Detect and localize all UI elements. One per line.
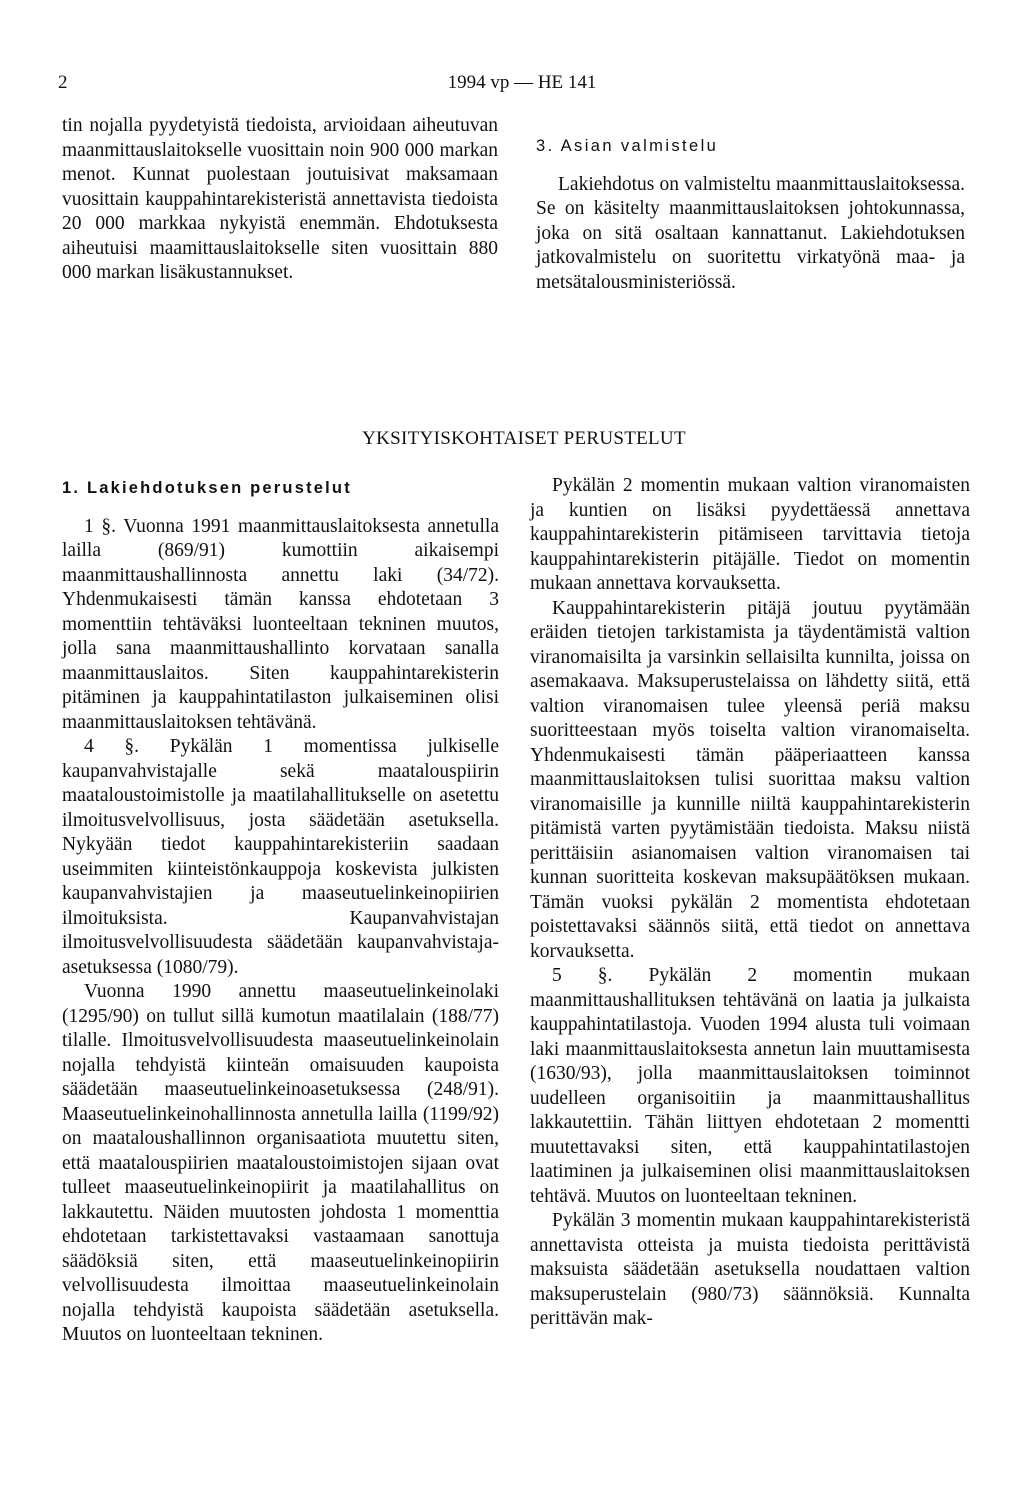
top-left-column bbox=[62, 114, 498, 286]
section-heading-preparation: 3. Asian valmistelu bbox=[536, 137, 719, 155]
continuation-paragraph: tin nojalla pyydetyistä tiedoista, arvioidaan aiheutuvan maanmittauslaitokselle vuosittain noin 900 000 markan menot. Kunnat puolestaan joutuisivat maksamaan vuosittain kauppahintarekisteristä annettavista tiedoista 20 000 markkaa nykyistä enemmän. Ehdotuksesta aiheutuisi maamittauslaitokselle siten vuosittain 880 000 markan lisäkustannukset. bbox=[62, 115, 498, 283]
paragraph: 1 §. Vuonna 1991 maanmittauslaitoksesta annetulla lailla (869/91) kumottiin aikaisempi maanmittaushallinnosta annettu laki (34/72). Yhdenmukaisesti tämän kanssa ehdotetaan 3 momenttiin tehtäväksi luonteeltaan tekninen muutos, jolla sana maanmittaushallinto korvataan sanalla maanmittauslaitos. Siten kauppahintarekisterin pitäminen ja kauppahintatilaston julkaiseminen olisi maanmittauslaitoksen tehtävänä. bbox=[62, 515, 499, 733]
bottom-left-column bbox=[62, 476, 499, 1348]
paragraph: Pykälän 3 momentin mukaan kauppahintarekisteristä annettavista otteista ja muista tiedoista perittävistä maksuista säädetään asetuksella noudattaen valtion maksuperustelain (980/73) säännöksiä. Kunnalta perittävän mak- bbox=[530, 1210, 970, 1329]
bottom-right-column bbox=[530, 474, 970, 1332]
paragraph: 4 §. Pykälän 1 momentissa julkiselle kaupanvahvistajalle sekä maatalouspiirin maataloustoimistolle ja maatilahallitukselle on asetettu ilmoitusvelvollisuus, josta säädetään asetuksella. Nykyään tiedot kauppahintarekisteriin saadaan useimmiten kiinteistönkauppoja koskevista julkisten kaupanvahvistajien ja maaseutuelinkeinopiirien ilmoituksista. Kaupanvahvistajan ilmoitusvelvollisuudesta säädetään kaupanvahvistaja-asetuksessa (1080/79). bbox=[62, 736, 499, 978]
paragraph: Pykälän 2 momentin mukaan valtion viranomaisten ja kuntien on lisäksi pyydettäessä annettava kauppahintarekisterin pitämiseen tarvittavia tietoja kauppahintarekisterin pitäjälle. Tiedot on momentin mukaan annettava korvauksetta. bbox=[530, 475, 970, 594]
top-right-column bbox=[536, 134, 965, 295]
paragraph: 5 §. Pykälän 2 momentin mukaan maanmittaushallituksen tehtävänä on laatia ja julkaista kauppahintatilastoja. Vuoden 1994 alusta tuli voimaan laki maanmittauslaitoksesta annetun lain muuttamisesta (1630/93), jolla maanmittauslaitoksen toiminnot uudelleen organisoitiin ja maanmittaushallitus lakkautettiin. Tähän liittyen ehdotetaan 2 momentti muutettavaksi siten, että kauppahintatilastojen laatiminen ja julkaiseminen olisi maanmittauslaitoksen tehtävä. Muutos on luonteeltaan tekninen. bbox=[530, 965, 970, 1207]
paragraph: Kauppahintarekisterin pitäjä joutuu pyytämään eräiden tietojen tarkistamista ja täydentämistä valtion viranomaisilta ja varsinkin sellaisilta kunnilta, joissa on asemakaava. Maksuperustelaissa on lähdetty siitä, että valtion viranomaisen tulee yleensä periä maksu suoritteestaan myös toiselta valtion viranomaiselta. Yhdenmukaisesti tämän pääperiaatteen kanssa maanmittauslaitoksen tulisi suorittaa maksu valtion viranomaisille ja kunnille niiltä kauppahintarekisterin pitämistä varten pyytämistään tiedoista. Maksu niistä perittäisiin asianomaisen valtion viranomaisen tai kunnan suoritteita koskevan maksupäätöksen mukaan. Tämän vuoksi pykälän 2 momentista ehdotetaan poistettavaksi säännös siitä, että tiedot on annettava korvauksetta. bbox=[530, 597, 970, 962]
section-heading-justification: 1. Lakiehdotuksen perustelut bbox=[62, 479, 352, 497]
running-header: 1994 vp — HE 141 bbox=[447, 72, 597, 93]
preparation-paragraph: Lakiehdotus on valmisteltu maanmittauslaitoksessa. Se on käsitelty maanmittauslaitoksen johtokunnassa, joka on sitä osaltaan kannattanut. Lakiehdotuksen jatkovalmistelu on suoritettu virkatyönä maa- ja metsätalousministeriössä. bbox=[536, 173, 965, 293]
page-number: 2 bbox=[58, 72, 68, 93]
paragraph: Vuonna 1990 annettu maaseutuelinkeinolaki (1295/90) on tullut sillä kumotun maatilalain (188/77) tilalle. Ilmoitusvelvollisuudesta maaseutuelinkeinolain nojalla tehdyistä kiinteän omaisuuden kaupoista säädetään maaseutuelinkeinoasetuksessa (248/91). Maaseutuelinkeinohallinnosta annetulla lailla (1199/92) on maataloushallinnon organisaatiota muutettu siten, että maatalouspiirien maataloustoimistojen sijaan ovat tulleet maaseutuelinkeinopiirit ja maatilahallitus on lakkautettu. Näiden muutosten johdosta 1 momenttia ehdotetaan tarkistettavaksi vastaamaan sanottuja säädöksiä siten, että maaseutuelinkeinopiirin velvollisuudesta ilmoittaa maaseutuelinkeinolain nojalla tehdyistä kaupoista säädetään asetuksella. Muutos on luonteeltaan tekninen. bbox=[62, 981, 499, 1345]
section-title: YKSITYISKOHTAISET PERUSTELUT bbox=[362, 428, 686, 449]
